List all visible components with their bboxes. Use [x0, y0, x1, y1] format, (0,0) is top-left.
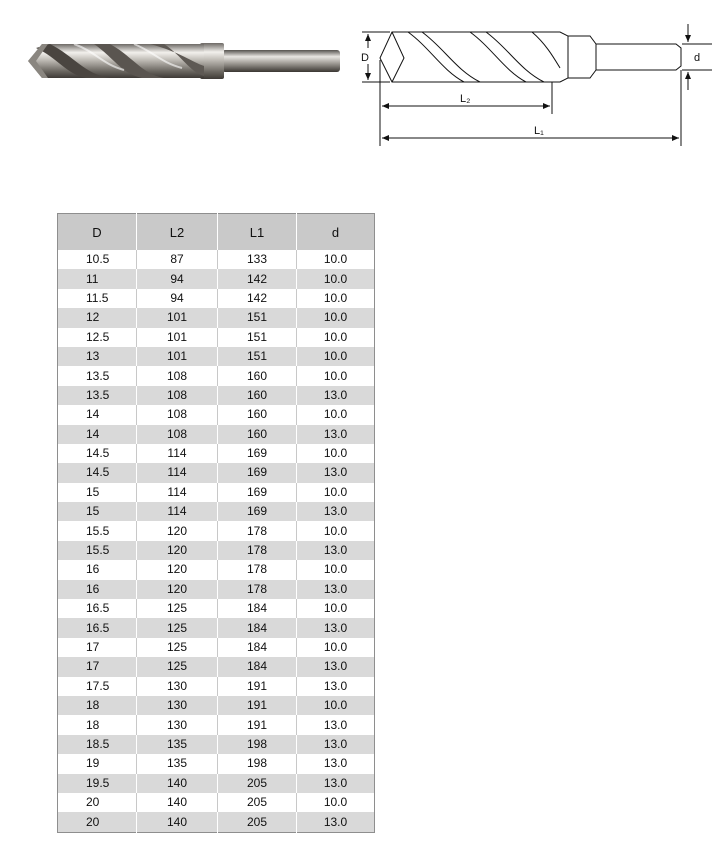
cell-L1: 178 [218, 560, 297, 579]
cell-L2: 120 [137, 521, 218, 540]
cell-d: 13.0 [297, 812, 375, 832]
drill-bit-photo [14, 34, 344, 94]
cell-D: 14 [58, 405, 137, 424]
cell-d: 13.0 [297, 580, 375, 599]
cell-d: 10.0 [297, 405, 375, 424]
table-row [58, 250, 375, 269]
cell-L2: 140 [137, 793, 218, 812]
cell-L1: 178 [218, 521, 297, 540]
cell-L1: 160 [218, 366, 297, 385]
cell-L1: 133 [218, 250, 297, 269]
cell-L1: 142 [218, 269, 297, 288]
cell-L1: 169 [218, 444, 297, 463]
cell-d: 10.0 [297, 250, 375, 269]
cell-D: 19 [58, 754, 137, 773]
cell-L2: 101 [137, 328, 218, 347]
cell-L2: 135 [137, 754, 218, 773]
cell-d: 10.0 [297, 560, 375, 579]
table-row [58, 618, 375, 637]
cell-d: 10.0 [297, 347, 375, 366]
cell-d: 13.0 [297, 425, 375, 444]
dimension-label-D: D [361, 52, 369, 64]
cell-L1: 184 [218, 657, 297, 676]
header-L2: L2 [137, 214, 218, 251]
cell-D: 20 [58, 812, 137, 832]
cell-d: 13.0 [297, 677, 375, 696]
cell-d: 13.0 [297, 463, 375, 482]
cell-D: 16 [58, 560, 137, 579]
header-L1: L1 [218, 214, 297, 251]
cell-D: 14.5 [58, 463, 137, 482]
cell-D: 13 [58, 347, 137, 366]
dimension-label-L1: L₁ [534, 125, 544, 137]
table-row [58, 793, 375, 812]
cell-D: 13.5 [58, 386, 137, 405]
cell-L2: 120 [137, 560, 218, 579]
cell-L1: 198 [218, 754, 297, 773]
cell-d: 13.0 [297, 774, 375, 793]
cell-d: 13.0 [297, 618, 375, 637]
table-row [58, 347, 375, 366]
table-row [58, 289, 375, 308]
cell-D: 16.5 [58, 599, 137, 618]
table-row [58, 580, 375, 599]
table-row [58, 366, 375, 385]
cell-D: 18.5 [58, 735, 137, 754]
cell-L2: 114 [137, 444, 218, 463]
cell-L1: 160 [218, 425, 297, 444]
cell-D: 10.5 [58, 250, 137, 269]
cell-L1: 191 [218, 677, 297, 696]
table-row [58, 269, 375, 288]
cell-L1: 178 [218, 541, 297, 560]
cell-d: 10.0 [297, 638, 375, 657]
cell-d: 13.0 [297, 541, 375, 560]
cell-L2: 101 [137, 347, 218, 366]
table-row [58, 677, 375, 696]
cell-L1: 184 [218, 599, 297, 618]
cell-d: 10.0 [297, 289, 375, 308]
cell-d: 10.0 [297, 793, 375, 812]
cell-L2: 125 [137, 638, 218, 657]
table-row [58, 812, 375, 832]
cell-D: 11 [58, 269, 137, 288]
cell-L2: 108 [137, 425, 218, 444]
cell-D: 15 [58, 483, 137, 502]
cell-L1: 151 [218, 308, 297, 327]
header-D: D [58, 214, 137, 251]
cell-D: 17 [58, 638, 137, 657]
cell-L1: 191 [218, 715, 297, 734]
cell-L1: 178 [218, 580, 297, 599]
drill-bit-diagram [346, 14, 718, 154]
drill-spec-table [57, 213, 375, 833]
cell-d: 10.0 [297, 366, 375, 385]
table-row [58, 696, 375, 715]
cell-d: 10.0 [297, 521, 375, 540]
cell-L1: 198 [218, 735, 297, 754]
cell-d: 10.0 [297, 696, 375, 715]
table-row [58, 521, 375, 540]
cell-D: 17 [58, 657, 137, 676]
cell-L1: 142 [218, 289, 297, 308]
cell-d: 13.0 [297, 735, 375, 754]
cell-L2: 125 [137, 599, 218, 618]
table-row [58, 328, 375, 347]
cell-d: 10.0 [297, 483, 375, 502]
header-d: d [297, 214, 375, 251]
table-body [58, 250, 375, 832]
cell-L1: 160 [218, 386, 297, 405]
cell-d: 13.0 [297, 657, 375, 676]
dimension-label-d: d [694, 52, 701, 64]
cell-d: 10.0 [297, 269, 375, 288]
cell-D: 14.5 [58, 444, 137, 463]
table-row [58, 425, 375, 444]
cell-D: 20 [58, 793, 137, 812]
cell-D: 18 [58, 715, 137, 734]
cell-D: 12 [58, 308, 137, 327]
table-row [58, 715, 375, 734]
cell-L2: 140 [137, 774, 218, 793]
cell-L2: 108 [137, 366, 218, 385]
cell-d: 13.0 [297, 754, 375, 773]
table-row [58, 483, 375, 502]
cell-L1: 205 [218, 812, 297, 832]
cell-L2: 101 [137, 308, 218, 327]
cell-L2: 114 [137, 502, 218, 521]
cell-D: 14 [58, 425, 137, 444]
table-row [58, 308, 375, 327]
cell-L2: 135 [137, 735, 218, 754]
cell-L2: 108 [137, 386, 218, 405]
table-row [58, 657, 375, 676]
cell-L2: 130 [137, 677, 218, 696]
cell-D: 15 [58, 502, 137, 521]
table-row [58, 754, 375, 773]
cell-L2: 108 [137, 405, 218, 424]
cell-d: 13.0 [297, 386, 375, 405]
cell-D: 16 [58, 580, 137, 599]
cell-d: 10.0 [297, 599, 375, 618]
cell-L1: 169 [218, 502, 297, 521]
table-row [58, 560, 375, 579]
table-row [58, 735, 375, 754]
cell-L1: 184 [218, 618, 297, 637]
cell-L1: 151 [218, 347, 297, 366]
cell-d: 13.0 [297, 715, 375, 734]
cell-L2: 114 [137, 483, 218, 502]
table-row [58, 386, 375, 405]
cell-L1: 205 [218, 774, 297, 793]
cell-D: 11.5 [58, 289, 137, 308]
table-row [58, 463, 375, 482]
cell-L2: 94 [137, 269, 218, 288]
cell-D: 17.5 [58, 677, 137, 696]
cell-d: 10.0 [297, 308, 375, 327]
cell-D: 15.5 [58, 541, 137, 560]
table-row [58, 774, 375, 793]
cell-L2: 120 [137, 541, 218, 560]
cell-L2: 114 [137, 463, 218, 482]
table-row [58, 502, 375, 521]
cell-L1: 169 [218, 483, 297, 502]
cell-D: 19.5 [58, 774, 137, 793]
cell-L1: 191 [218, 696, 297, 715]
cell-D: 18 [58, 696, 137, 715]
cell-d: 13.0 [297, 502, 375, 521]
cell-L2: 94 [137, 289, 218, 308]
cell-D: 16.5 [58, 618, 137, 637]
cell-L2: 120 [137, 580, 218, 599]
cell-L2: 125 [137, 618, 218, 637]
table-row [58, 541, 375, 560]
dimension-label-L2: L₂ [460, 93, 471, 105]
cell-L1: 151 [218, 328, 297, 347]
cell-D: 15.5 [58, 521, 137, 540]
cell-L1: 169 [218, 463, 297, 482]
table-row [58, 599, 375, 618]
cell-L2: 87 [137, 250, 218, 269]
cell-L1: 160 [218, 405, 297, 424]
cell-L2: 140 [137, 812, 218, 832]
cell-D: 13.5 [58, 366, 137, 385]
table-row [58, 638, 375, 657]
table-row [58, 444, 375, 463]
cell-L2: 130 [137, 715, 218, 734]
table-row [58, 405, 375, 424]
cell-L1: 205 [218, 793, 297, 812]
cell-L2: 125 [137, 657, 218, 676]
cell-d: 10.0 [297, 444, 375, 463]
cell-L1: 184 [218, 638, 297, 657]
cell-L2: 130 [137, 696, 218, 715]
cell-d: 10.0 [297, 328, 375, 347]
table-header-row [58, 214, 375, 251]
cell-D: 12.5 [58, 328, 137, 347]
